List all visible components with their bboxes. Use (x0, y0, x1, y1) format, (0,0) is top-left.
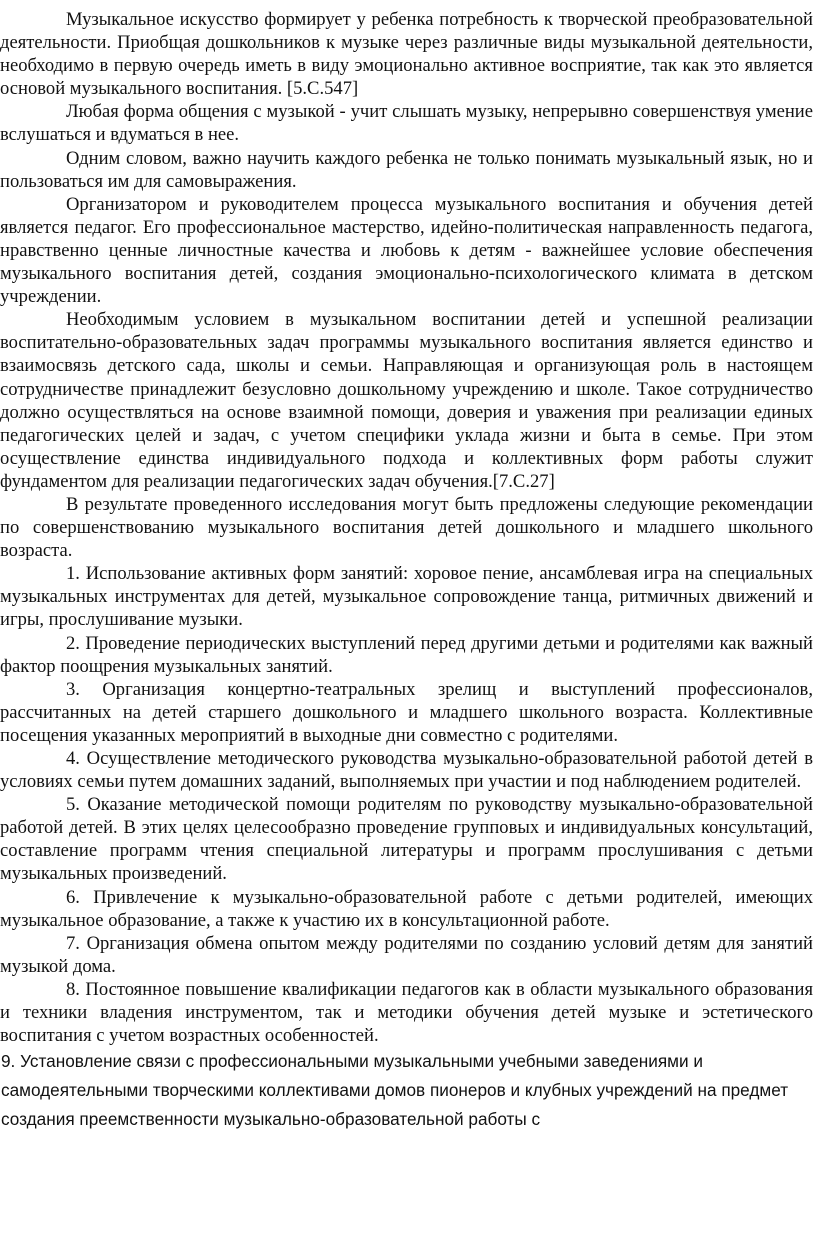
recommendation-item-4: 4. Осуществление методического руководства музыкально-образовательной работой детей в условиях семьи путем домашних заданий, выполняемых при участии и под наблюдением родителей. (0, 748, 813, 793)
paragraph-recommendations-intro: В результате проведенного исследования могут быть предложены следующие рекомендации по совершенствованию музыкального воспитания детей дошкольного и младшего школьного возраста. (0, 493, 813, 562)
recommendation-item-2: 2. Проведение периодических выступлений перед другими детьми и родителями как важный фактор поощрения музыкальных занятий. (0, 632, 813, 677)
recommendation-item-3: 3. Организация концертно-театральных зрелищ и выступлений профессионалов, рассчитанных на детей старшего дошкольного и младшего школьного возраста. Коллективные посещения указанных мероприятий в выходные дни совместно с родителями. (0, 678, 813, 746)
paragraph-in-short: Одним словом, важно научить каждого ребенка не только понимать музыкальный язык, но и пользоваться им для самовыражения. (0, 147, 813, 192)
paragraph-communication: Любая форма общения с музыкой - учит слышать музыку, непрерывно совершенствуя умение вслушаться и вдуматься в нее. (0, 101, 813, 146)
recommendation-item-8: 8. Постоянное повышение квалификации педагогов как в области музыкального образования и техники владения инструментом, так и методики обучения детей музыке и эстетического воспитания с учетом возрастных особенностей. (0, 978, 813, 1047)
paragraph-music-art: Музыкальное искусство формирует у ребенка потребность к творческой преобразовательной деятельности. Приобщая дошкольников к музыке через различные виды музыкальной деятельности, необходимо в первую очередь иметь в виду эмоционально активное восприятие, так как это является основой музыкального воспитания. [5.С.547] (0, 9, 813, 100)
paragraph-cooperation: Необходимым условием в музыкальном воспитании детей и успешной реализации воспитательно-образовательных задач программы музыкального воспитания является единство и взаимосвязь детского сада, школы и семьи. Направляющая и организующая роль в настоящем сотрудничестве принадлежит безусловно дошкольному учреждению и школе. Такое сотрудничество должно осуществляться на основе взаимной помощи, доверия и уважения при реализации единых педагогических целей и задач, с учетом специфики уклада жизни и быта в семье. При этом осуществление единства индивидуального подхода и коллективных форм работы служит фундаментом для реализации педагогических задач обучения.[7.С.27] (0, 309, 813, 492)
paragraph-teacher-role: Организатором и руководителем процесса музыкального воспитания и обучения детей является педагог. Его профессиональное мастерство, идейно-политическая направленность педагога, нравственно ценные личностные качества и любовь к детям - важнейшее условие обеспечения музыкального воспитания детей, создания эмоционально-психологического климата в детском учреждении. (0, 193, 813, 308)
recommendation-item-7: 7. Организация обмена опытом между родителями по созданию условий детям для занятий музыкой дома. (0, 932, 813, 977)
recommendation-item-6: 6. Привлечение к музыкально-образовательной работе с детьми родителей, имеющих музыкальное образование, а также к участию их в консультационной работе. (0, 886, 813, 931)
recommendation-item-1: 1. Использование активных форм занятий: хоровое пение, ансамблевая игра на специальных музыкальных инструментах для детей, музыкальное сопровождение танца, ритмичных движений и игры, прослушивание музыки. (0, 563, 813, 631)
recommendation-item-5: 5. Оказание методической помощи родителям по руководству музыкально-образовательной работой детей. В этих целях целесообразно проведение групповых и индивидуальных консультаций, составление программ чтения специальной литературы и программ прослушивания с детьми музыкальных произведений. (0, 794, 813, 885)
recommendation-item-9: 9. Установление связи с профессиональными музыкальными учебными заведениями и самодеятельными творческими коллективами домов пионеров и клубных учреждений на предмет создания преемственности музыкально-образовательной работы с (1, 1051, 789, 1130)
